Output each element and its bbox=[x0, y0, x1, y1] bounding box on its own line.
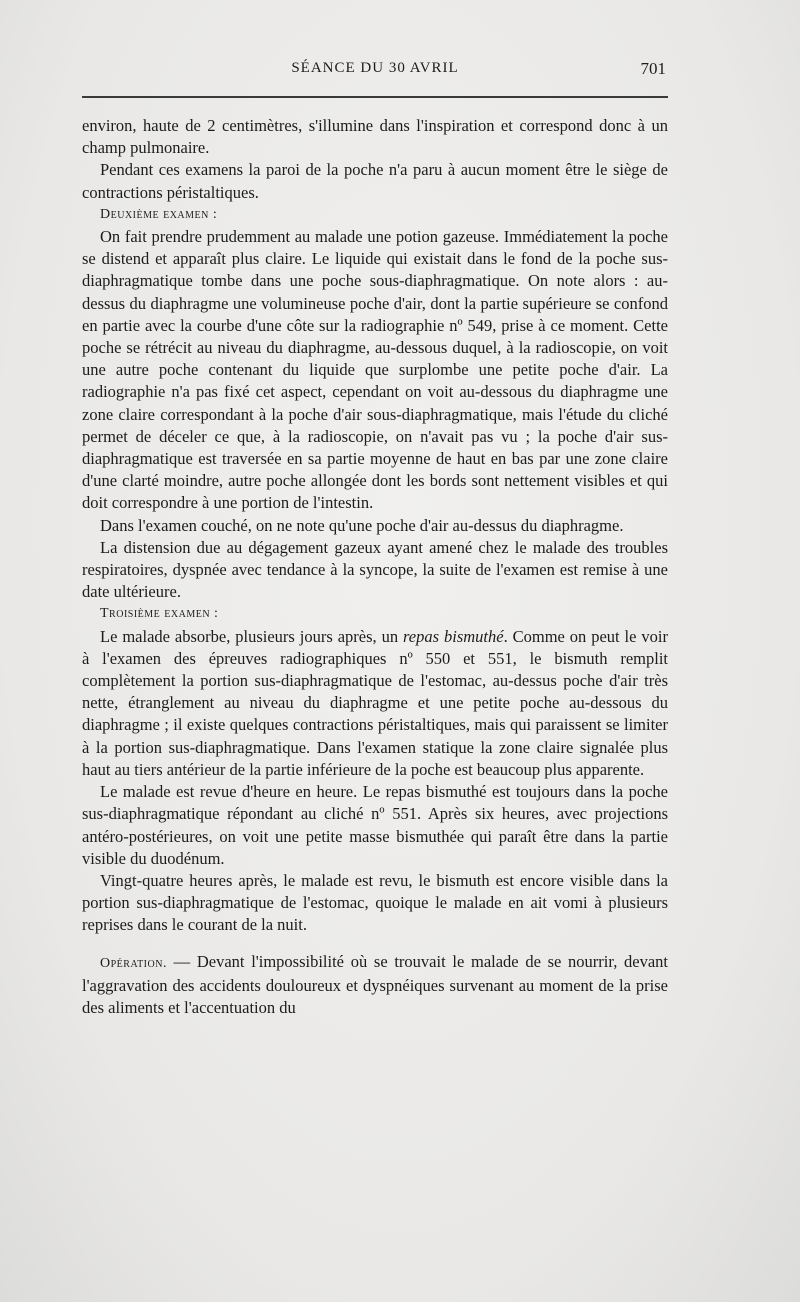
paragraph: environ, haute de 2 centimètres, s'illumine dans l'inspiration et correspond donc à un champ pulmonaire. bbox=[82, 116, 668, 158]
paragraph-operation bbox=[82, 951, 668, 1020]
paragraph bbox=[82, 626, 668, 781]
paragraph-text: . Comme on peut le voir à l'examen des épreuves radiographiques nº 550 et 551, le bismuth remplit complètement la portion sus-diaphragmatique de l'estomac, au-dessus poche d'air très nette, étranglement au niveau du diaphragme et une petite poche au-dessous du diaphragme ; il existe quelques contractions péristaltiques, mais qui paraissent se limiter à la portion sus-diaphragmatique. Dans l'examen statique la zone claire signalée plus haut au tiers antérieur de la partie inférieure de la poche est beaucoup plus apparente. bbox=[82, 626, 668, 779]
body-text bbox=[82, 115, 668, 1019]
section-heading-deuxieme-examen: Deuxième examen : bbox=[100, 206, 218, 222]
section-gap bbox=[82, 937, 668, 951]
paragraph: La distension due au dégagement gazeux ayant amené chez le malade des troubles respiratoires, dyspnée avec tendance à la syncope, la suite de l'examen est remise à une date ultérieure. bbox=[82, 537, 668, 602]
page-number: 701 bbox=[640, 59, 666, 78]
emphasis-text: repas bismuthé bbox=[403, 626, 504, 646]
paragraph: Le malade est revue d'heure en heure. Le repas bismuthé est toujours dans la poche sus-diaphragmatique répondant au cliché nº 551. Après six heures, avec projections antéro-postérieures, on voit une petite masse bismuthée qui paraît être dans la partie visible du duodénum. bbox=[82, 782, 668, 868]
paragraph-text: — Devant l'impossibilité où se trouvait le malade de se nourrir, devant l'aggravation des accidents douloureux et dyspnéiques survenant au moment de la prise des aliments et l'accentuation du bbox=[82, 951, 668, 1017]
section-heading-troisieme-examen: Troisième examen : bbox=[100, 606, 219, 622]
operation-label: Opération. bbox=[100, 955, 167, 971]
running-header bbox=[82, 60, 668, 86]
paragraph: Dans l'examen couché, on ne note qu'une poche d'air au-dessus du diaphragme. bbox=[100, 515, 624, 535]
paragraph: Pendant ces examens la paroi de la poche n'a paru à aucun moment être le siège de contractions péristaltiques. bbox=[82, 160, 668, 202]
header-rule bbox=[82, 96, 668, 98]
paragraph-text: Le malade absorbe, plusieurs jours après, un bbox=[100, 626, 403, 646]
paragraph: On fait prendre prudemment au malade une potion gazeuse. Immédiatement la poche se distend et apparaît plus claire. Le liquide qui existait dans le fond de la poche sus-diaphragmatique tombe dans une poche sous-diaphragmatique. On note alors : au-dessus du diaphragme une volumineuse poche d'air, dont la partie supérieure se confond en partie avec la courbe d'une côte sur la radiographie nº 549, prise à ce moment. Cette poche se rétrécit au niveau du diaphragme, au-dessous duquel, à la radioscopie, on voit une autre poche contenant du liquide que surplombe une petite poche d'air. La radiographie n'a pas fixé cet aspect, cependant on voit au-dessous du diaphragme une zone claire correspondant à la poche d'air sous-diaphragmatique, mais l'étude du cliché permet de déceler ce que, à la radioscopie, on n'avait pas vu ; la poche d'air sus-diaphragmatique est traversée en sa partie moyenne de haut en bas par une zone claire d'une clarté moindre, autre poche allongée dont les bords sont nettement visibles et qui doit correspondre à une portion de l'intestin. bbox=[82, 227, 668, 513]
paragraph: Vingt-quatre heures après, le malade est revu, le bismuth est encore visible dans la portion sus-diaphragmatique de l'estomac, quoique le malade en ait vomi à plusieurs reprises dans le courant de la nuit. bbox=[82, 870, 668, 935]
header-title: SÉANCE DU 30 AVRIL bbox=[291, 60, 459, 76]
